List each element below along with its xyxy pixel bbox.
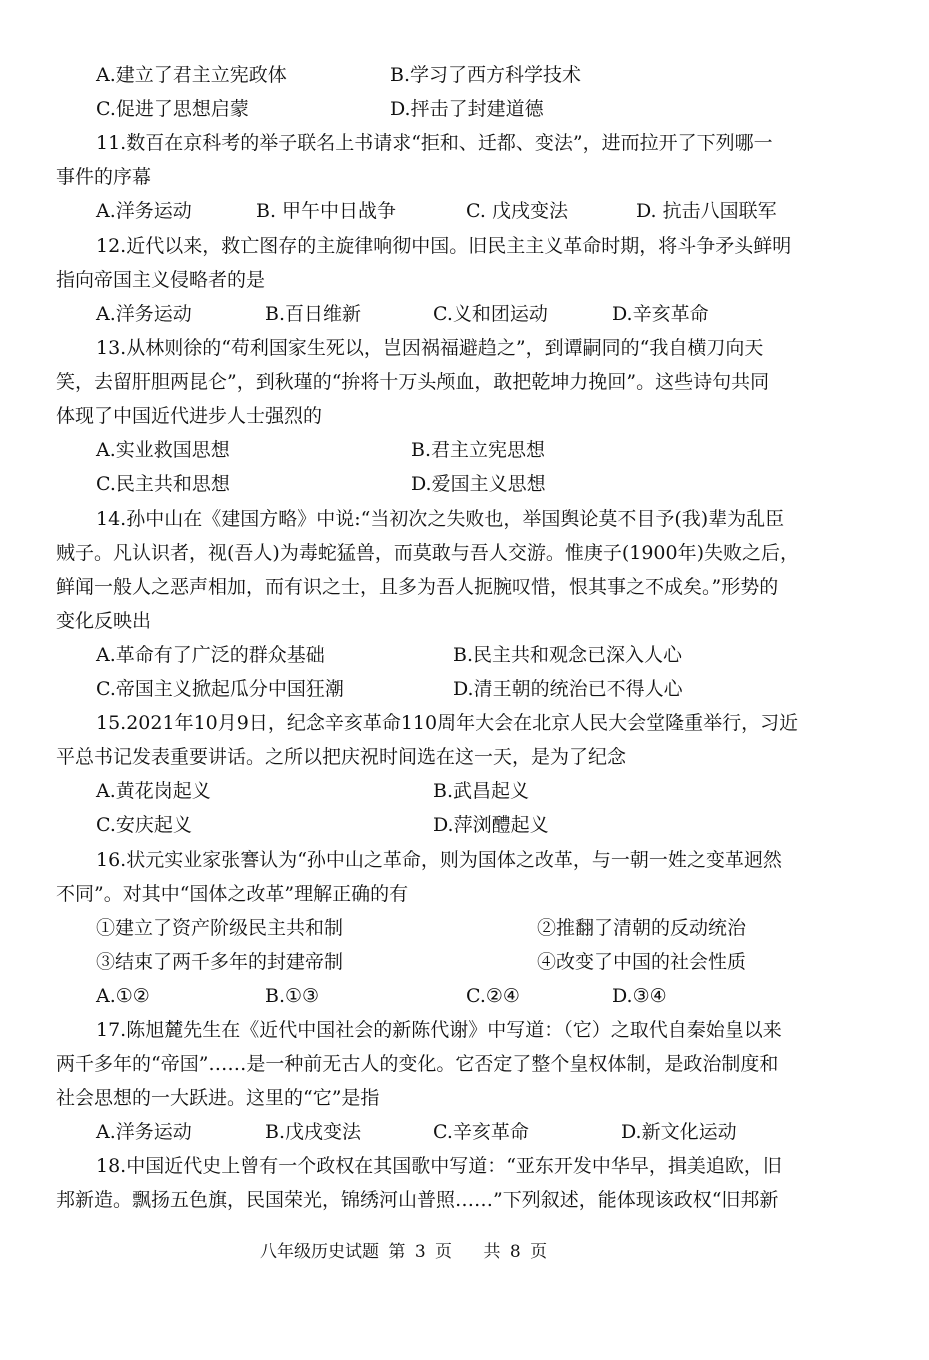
- q10-option-a: A.建立了君主立宪政体: [96, 64, 287, 86]
- q12-option-a: A.洋务运动: [96, 303, 192, 325]
- q11-option-c: C. 戊戌变法: [466, 200, 568, 222]
- page-footer: [260, 1240, 551, 1264]
- q16-option-b: B.①③: [265, 985, 320, 1007]
- footer-total-number: 8: [509, 1242, 521, 1262]
- q14-option-c: C.帝国主义掀起瓜分中国狂潮: [96, 678, 344, 700]
- q10-option-d: D.抨击了封建道德: [390, 98, 544, 120]
- q18-stem-line-2: 邦新造。飘扬五色旗，民国荣光，锦绣河山普照……”下列叙述，能体现该政权“旧邦新: [56, 1189, 779, 1211]
- q16-option-c: C.②④: [466, 985, 520, 1007]
- q13-stem-line-1: 13.从林则徐的“苟利国家生死以，岂因祸福避趋之”，到谭嗣同的“我自横刀向天: [96, 337, 764, 359]
- q11-option-d: D. 抗击八国联军: [636, 200, 777, 222]
- q17-stem-line-3: 社会思想的一大跃进。这里的“它”是指: [56, 1087, 380, 1109]
- footer-total-label: 共: [483, 1242, 501, 1262]
- q17-option-c: C.辛亥革命: [433, 1121, 529, 1143]
- q13-stem-line-2: 笑，去留肝胆两昆仑”，到秋瑾的“拚将十万头颅血，敢把乾坤力挽回”。这些诗句共同: [56, 371, 770, 393]
- q14-option-a: A.革命有了广泛的群众基础: [96, 644, 325, 666]
- q18-stem-line-1: 18.中国近代史上曾有一个政权在其国歌中写道：“亚东开发中华早，揖美追欧，旧: [96, 1155, 782, 1177]
- q15-stem-line-2: 平总书记发表重要讲话。之所以把庆祝时间选在这一天，是为了纪念: [56, 746, 627, 768]
- q16-item-1: ①建立了资产阶级民主共和制: [96, 917, 344, 939]
- q16-option-a: A.①②: [96, 985, 150, 1007]
- footer-total-unit: 页: [530, 1242, 548, 1262]
- q17-option-d: D.新文化运动: [621, 1121, 737, 1143]
- q10-option-b: B.学习了西方科学技术: [390, 64, 582, 86]
- q10-option-c: C.促进了思想启蒙: [96, 98, 249, 120]
- q14-stem-line-4: 变化反映出: [56, 610, 152, 632]
- q16-option-d: D.③④: [612, 985, 667, 1007]
- q15-option-b: B.武昌起义: [433, 780, 530, 802]
- q14-stem-line-3: 鲜闻一般人之恶声相加，而有识之士，且多为吾人扼腕叹惜，恨其事之不成矣。”形势的: [56, 576, 779, 598]
- q12-option-c: C.义和团运动: [433, 303, 548, 325]
- q11-stem-line-2: 事件的序幕: [56, 166, 152, 188]
- q15-stem-line-1: 15.2021年10月9日，纪念辛亥革命110周年大会在北京人民大会堂隆重举行，习近: [96, 712, 799, 734]
- q14-stem-line-2: 贼子。凡认识者，视(吾人)为毒蛇猛兽，而莫敢与吾人交游。惟庚子(1900年)失败之后，: [56, 542, 800, 564]
- footer-page-unit: 页: [435, 1242, 453, 1262]
- q17-option-b: B.戊戌变法: [265, 1121, 362, 1143]
- q14-option-b: B.民主共和观念已深入人心: [453, 644, 683, 666]
- footer-page-number: 3: [414, 1242, 426, 1262]
- q16-stem-line-2: 不同”。对其中“国体之改革”理解正确的有: [56, 883, 409, 905]
- q17-option-a: A.洋务运动: [96, 1121, 192, 1143]
- q13-stem-line-3: 体现了中国近代进步人士强烈的: [56, 405, 323, 427]
- q16-item-2: ②推翻了清朝的反动统治: [537, 917, 747, 939]
- q13-option-c: C.民主共和思想: [96, 473, 230, 495]
- q14-option-d: D.清王朝的统治已不得人心: [453, 678, 683, 700]
- footer-title: 八年级历史试题: [260, 1242, 379, 1262]
- q14-stem-line-1: 14.孙中山在《建国方略》中说:“当初次之失败也，举国舆论莫不目予(我)辈为乱臣: [96, 508, 785, 530]
- q15-option-a: A.黄花岗起义: [96, 780, 211, 802]
- q15-option-c: C.安庆起义: [96, 814, 192, 836]
- q16-stem-line-1: 16.状元实业家张謇认为“孙中山之革命，则为国体之改革，与一朝一姓之变革迥然: [96, 849, 782, 871]
- q17-stem-line-1: 17.陈旭麓先生在《近代中国社会的新陈代谢》中写道：（它）之取代自秦始皇以来: [96, 1019, 782, 1041]
- q15-option-d: D.萍浏醴起义: [433, 814, 549, 836]
- q11-option-a: A.洋务运动: [96, 200, 192, 222]
- q11-stem-line-1: 11.数百在京科考的举子联名上书请求“拒和、迁都、变法”，进而拉开了下列哪一: [96, 132, 773, 154]
- q13-option-d: D.爱国主义思想: [411, 473, 546, 495]
- q12-option-b: B.百日维新: [265, 303, 362, 325]
- q12-stem-line-1: 12.近代以来，救亡图存的主旋律响彻中国。旧民主主义革命时期，将斗争矛头鲜明: [96, 235, 792, 257]
- q11-option-b: B. 甲午中日战争: [256, 200, 397, 222]
- q13-option-b: B.君主立宪思想: [411, 439, 546, 461]
- q13-option-a: A.实业救国思想: [96, 439, 230, 461]
- q12-stem-line-2: 指向帝国主义侵略者的是: [56, 269, 266, 291]
- q16-item-3: ③结束了两千多年的封建帝制: [96, 951, 344, 973]
- q17-stem-line-2: 两千多年的“帝国”……是一种前无古人的变化。它否定了整个皇权体制，是政治制度和: [56, 1053, 779, 1075]
- footer-page-label: 第: [388, 1242, 406, 1262]
- q16-item-4: ④改变了中国的社会性质: [537, 951, 747, 973]
- q12-option-d: D.辛亥革命: [612, 303, 709, 325]
